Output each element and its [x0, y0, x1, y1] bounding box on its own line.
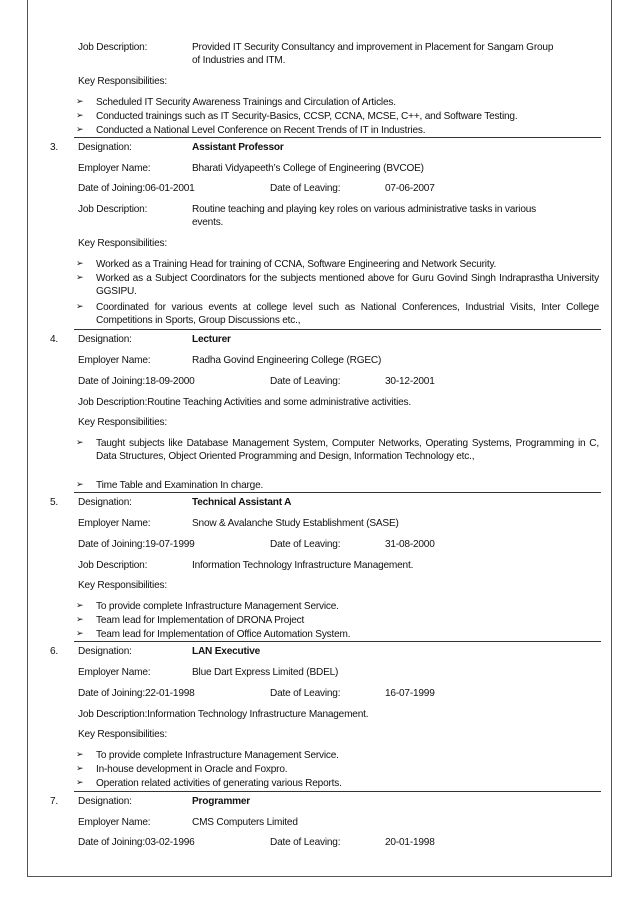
section-divider — [74, 137, 601, 138]
section-divider — [74, 641, 601, 642]
bullet-item: ➢ Scheduled IT Security Awareness Trainings and Circulation of Articles. — [76, 97, 396, 108]
arrow-bullet-icon: ➢ — [76, 438, 84, 448]
joining-date: Date of Joining:18-09-2000 — [78, 376, 195, 387]
leaving-label: Date of Leaving: — [270, 183, 341, 194]
job-description-value: Provided IT Security Consultancy and improvement in Placement for Sangam Group of Industries and ITM. — [192, 42, 554, 66]
bullet-item: ➢ Conducted a National Level Conference on Recent Trends of IT in Industries. — [76, 125, 426, 136]
arrow-bullet-icon: ➢ — [76, 302, 84, 312]
leaving-value: 31-08-2000 — [385, 539, 435, 550]
bullet-item: ➢ Worked as a Subject Coordinators for the subjects mentioned above for Guru Govind Singh Indraprastha University GGSIPU. — [76, 273, 599, 297]
key-responsibilities-label: Key Responsibilities: — [78, 729, 167, 740]
designation-label: Designation: — [78, 334, 132, 345]
employer-label: Employer Name: — [78, 518, 151, 529]
job-description-value: Job Description:Information Technology Infrastructure Management. — [78, 709, 369, 720]
leaving-value: 30-12-2001 — [385, 376, 435, 387]
job-description-label: Job Description: — [78, 560, 148, 571]
arrow-bullet-icon: ➢ — [76, 615, 84, 625]
arrow-bullet-icon: ➢ — [76, 601, 84, 611]
entry-number: 5. — [50, 497, 59, 508]
section-divider — [74, 791, 601, 792]
entry-number: 3. — [50, 142, 59, 153]
employer-value: Radha Govind Engineering College (RGEC) — [192, 355, 382, 366]
bullet-item: ➢ Conducted trainings such as IT Security-Basics, CCSP, CCNA, MCSE, C++, and Software Testing. — [76, 111, 518, 122]
leaving-value: 20-01-1998 — [385, 837, 435, 848]
arrow-bullet-icon: ➢ — [76, 273, 84, 283]
employer-label: Employer Name: — [78, 817, 151, 828]
entry-number: 6. — [50, 646, 59, 657]
job-description-value: Job Description:Routine Teaching Activities and some administrative activities. — [78, 397, 411, 408]
joining-date: Date of Joining:06-01-2001 — [78, 183, 195, 194]
resume-page — [27, 0, 612, 877]
employer-label: Employer Name: — [78, 667, 151, 678]
key-responsibilities-label: Key Responsibilities: — [78, 76, 167, 87]
arrow-bullet-icon: ➢ — [76, 778, 84, 788]
arrow-bullet-icon: ➢ — [76, 97, 84, 107]
designation-value: Assistant Professor — [192, 142, 284, 153]
job-description-value: Routine teaching and playing key roles on various administrative tasks in various events. — [192, 204, 537, 228]
bullet-item: ➢ In-house development in Oracle and Foxpro. — [76, 764, 288, 775]
job-description-label: Job Description: — [78, 204, 148, 215]
section-divider — [74, 492, 601, 493]
key-responsibilities-label: Key Responsibilities: — [78, 417, 167, 428]
section-divider — [74, 329, 601, 330]
bullet-item: ➢ To provide complete Infrastructure Management Service. — [76, 750, 339, 761]
designation-value: Technical Assistant A — [192, 497, 292, 508]
arrow-bullet-icon: ➢ — [76, 750, 84, 760]
designation-value: LAN Executive — [192, 646, 261, 657]
arrow-bullet-icon: ➢ — [76, 111, 84, 121]
key-responsibilities-label: Key Responsibilities: — [78, 580, 167, 591]
leaving-label: Date of Leaving: — [270, 376, 341, 387]
bullet-item: ➢ Team lead for Implementation of Office Automation System. — [76, 629, 351, 640]
leaving-label: Date of Leaving: — [270, 688, 341, 699]
arrow-bullet-icon: ➢ — [76, 629, 84, 639]
bullet-item: ➢ Operation related activities of generating various Reports. — [76, 778, 342, 789]
arrow-bullet-icon: ➢ — [76, 259, 84, 269]
designation-value: Lecturer — [192, 334, 231, 345]
leaving-value: 07-06-2007 — [385, 183, 435, 194]
employer-value: CMS Computers Limited — [192, 817, 298, 828]
entry-number: 4. — [50, 334, 59, 345]
leaving-label: Date of Leaving: — [270, 539, 341, 550]
joining-date: Date of Joining:19-07-1999 — [78, 539, 195, 550]
bullet-item: ➢ Team lead for Implementation of DRONA Project — [76, 615, 305, 626]
leaving-label: Date of Leaving: — [270, 837, 341, 848]
employer-value: Blue Dart Express Limited (BDEL) — [192, 667, 339, 678]
designation-label: Designation: — [78, 796, 132, 807]
bullet-item: ➢ To provide complete Infrastructure Management Service. — [76, 601, 339, 612]
employer-label: Employer Name: — [78, 163, 151, 174]
joining-date: Date of Joining:22-01-1998 — [78, 688, 195, 699]
leaving-value: 16-07-1999 — [385, 688, 435, 699]
bullet-item: ➢ Coordinated for various events at college level such as National Conferences, Industrial Visits, Inter College Competitions in Sports, Group Discussions etc., — [76, 302, 599, 326]
bullet-item: ➢ Time Table and Examination In charge. — [76, 480, 264, 491]
employer-value: Bharati Vidyapeeth’s College of Engineering (BVCOE) — [192, 163, 424, 174]
arrow-bullet-icon: ➢ — [76, 480, 84, 490]
designation-label: Designation: — [78, 646, 132, 657]
employer-value: Snow & Avalanche Study Establishment (SASE) — [192, 518, 399, 529]
designation-label: Designation: — [78, 142, 132, 153]
arrow-bullet-icon: ➢ — [76, 764, 84, 774]
bullet-item: ➢ Worked as a Training Head for training of CCNA, Software Engineering and Network Security. — [76, 259, 497, 270]
arrow-bullet-icon: ➢ — [76, 125, 84, 135]
designation-value: Programmer — [192, 796, 251, 807]
job-description-label: Job Description: — [78, 42, 148, 53]
key-responsibilities-label: Key Responsibilities: — [78, 238, 167, 249]
job-description-value: Information Technology Infrastructure Management. — [192, 560, 414, 571]
joining-date: Date of Joining:03-02-1996 — [78, 837, 195, 848]
entry-number: 7. — [50, 796, 59, 807]
employer-label: Employer Name: — [78, 355, 151, 366]
designation-label: Designation: — [78, 497, 132, 508]
bullet-item: ➢ Taught subjects like Database Management System, Computer Networks, Operating Systems, Programming in C, Data Structures, Object Oriented Programming and Design, Information Technology etc., — [76, 438, 599, 462]
